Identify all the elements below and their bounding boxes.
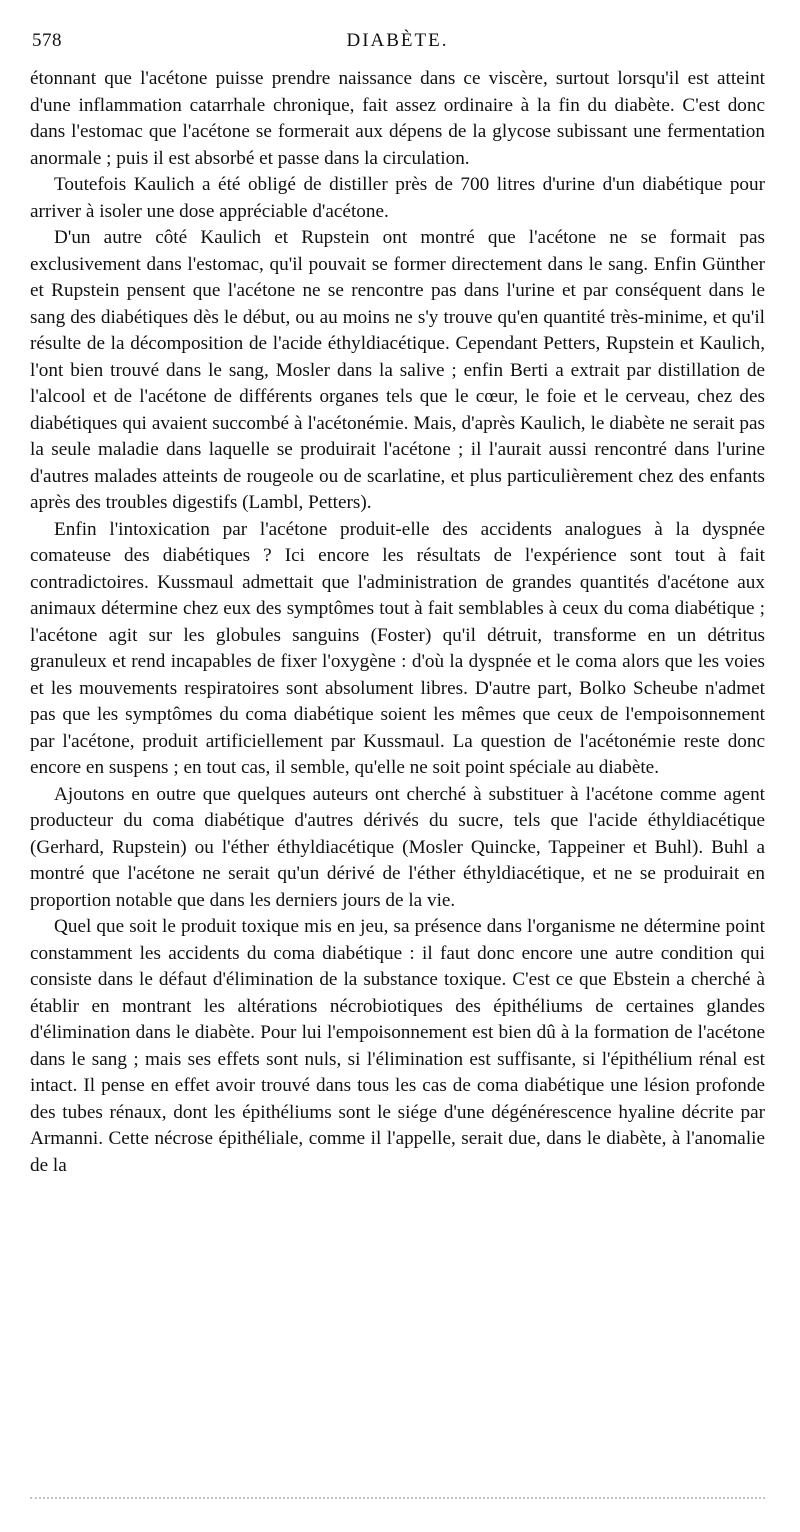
page-number: 578 xyxy=(32,30,62,51)
running-title: DIABÈTE. xyxy=(346,30,449,51)
paragraph-kaulich-distillation: Toutefois Kaulich a été obligé de distiller près de 700 litres d'urine d'un diabétique pour arriver à isoler une dose appréciable d'acétone. xyxy=(30,174,765,222)
body-text xyxy=(30,66,765,1179)
book-page xyxy=(30,0,765,1532)
paragraph-acetone-intoxication: Enfin l'intoxication par l'acétone produit-elle des accidents analogues à la dyspnée comateuse des diabétiques ? Ici encore les résultats de l'expérience sont tout à fait contradictoires. Kussmaul admettait que l'administration de grandes quantités d'acétone aux animaux détermine chez eux des symptômes tout à fait semblables à ceux du coma diabétique ; l'acétone agit sur les globules sanguins (Foster) qu'il détruit, transforme en un détritus granuleux et rend incapables de fixer l'oxygène : d'où la dyspnée et le coma alors que les voies et les mouvements respiratoires sont absolument libres. D'autre part, Bolko Scheube n'admet pas que les symptômes du coma diabétique soient les mêmes que ceux de l'empoisonnement par l'acétone, produit artificiellement par Kussmaul. La question de l'acétonémie reste donc encore en suspens ; en tout cas, il semble, qu'elle ne soit point spéciale au diabète. xyxy=(30,518,765,778)
paragraph-toxic-elimination: Quel que soit le produit toxique mis en jeu, sa présence dans l'organisme ne détermine point constamment les accidents du coma diabétique : il faut donc encore une autre condition qui consiste dans le défaut d'élimination de la substance toxique. C'est ce que Ebstein a cherché à établir en montrant les altérations nécrobiotiques des épithéliums de certaines glandes d'élimination dans le diabète. Pour lui l'empoisonnement est bien dû à la formation de l'acétone dans le sang ; mais ses effets sont nuls, si l'élimination est suffisante, si l'épithélium rénal est intact. Il pense en effet avoir trouvé dans tous les cas de coma diabétique une lésion profonde des tubes rénaux, dont les épithéliums sont le siége d'une dégénérescence hyaline décrite par Armanni. Cette nécrose épithéliale, comme il l'appelle, serait due, dans le diabète, à l'anomalie de la xyxy=(30,916,765,1176)
page-header xyxy=(30,30,765,60)
paragraph-acetone-formation: D'un autre côté Kaulich et Rupstein ont montré que l'acétone ne se formait pas exclusivement dans l'estomac, qu'il pouvait se former directement dans le sang. Enfin Günther et Rupstein pensent que l'acétone ne se rencontre pas dans l'urine et par conséquent dans le sang des diabétiques dès le début, ou au moins ne s'y trouve qu'en quantité très-minime, et qu'il résulte de la décomposition de l'acide éthyldiacétique. Cependant Petters, Rupstein et Kaulich, l'ont bien trouvé dans le sang, Mosler dans la salive ; enfin Berti a extrait par distillation de l'alcool et de l'acétone de différents organes tels que le cœur, le foie et le cerveau, chez des diabétiques qui avaient succombé à l'acétonémie. Mais, d'après Kaulich, le diabète ne serait pas la seule maladie dans laquelle se produirait l'acétone ; il l'aurait aussi rencontré dans l'urine d'autres malades atteints de rougeole ou de scarlatine, et plus particulièrement chez des enfants après des troubles digestifs (Lambl, Petters). xyxy=(30,227,765,513)
footer-bleedthrough-line xyxy=(30,1497,765,1499)
paragraph-continuation: étonnant que l'acétone puisse prendre naissance dans ce viscère, surtout lorsqu'il est atteint d'une inflammation catarrhale chronique, fait assez ordinaire à la fin du diabète. C'est donc dans l'estomac que l'acétone se formerait aux dépens de la glycose subissant une fermentation anormale ; puis il est absorbé et passe dans la circulation. xyxy=(30,68,765,169)
paragraph-other-derivatives: Ajoutons en outre que quelques auteurs ont cherché à substituer à l'acétone comme agent producteur du coma diabétique d'autres dérivés du sucre, tels que l'acide éthyldiacétique (Gerhard, Rupstein) ou l'éther éthyldiacétique (Mosler Quincke, Tappeiner et Buhl). Buhl a montré que l'acétone ne serait qu'un dérivé de l'éther éthyldiacétique, et ne se produirait en proportion notable que dans les derniers jours de la vie. xyxy=(30,783,765,911)
